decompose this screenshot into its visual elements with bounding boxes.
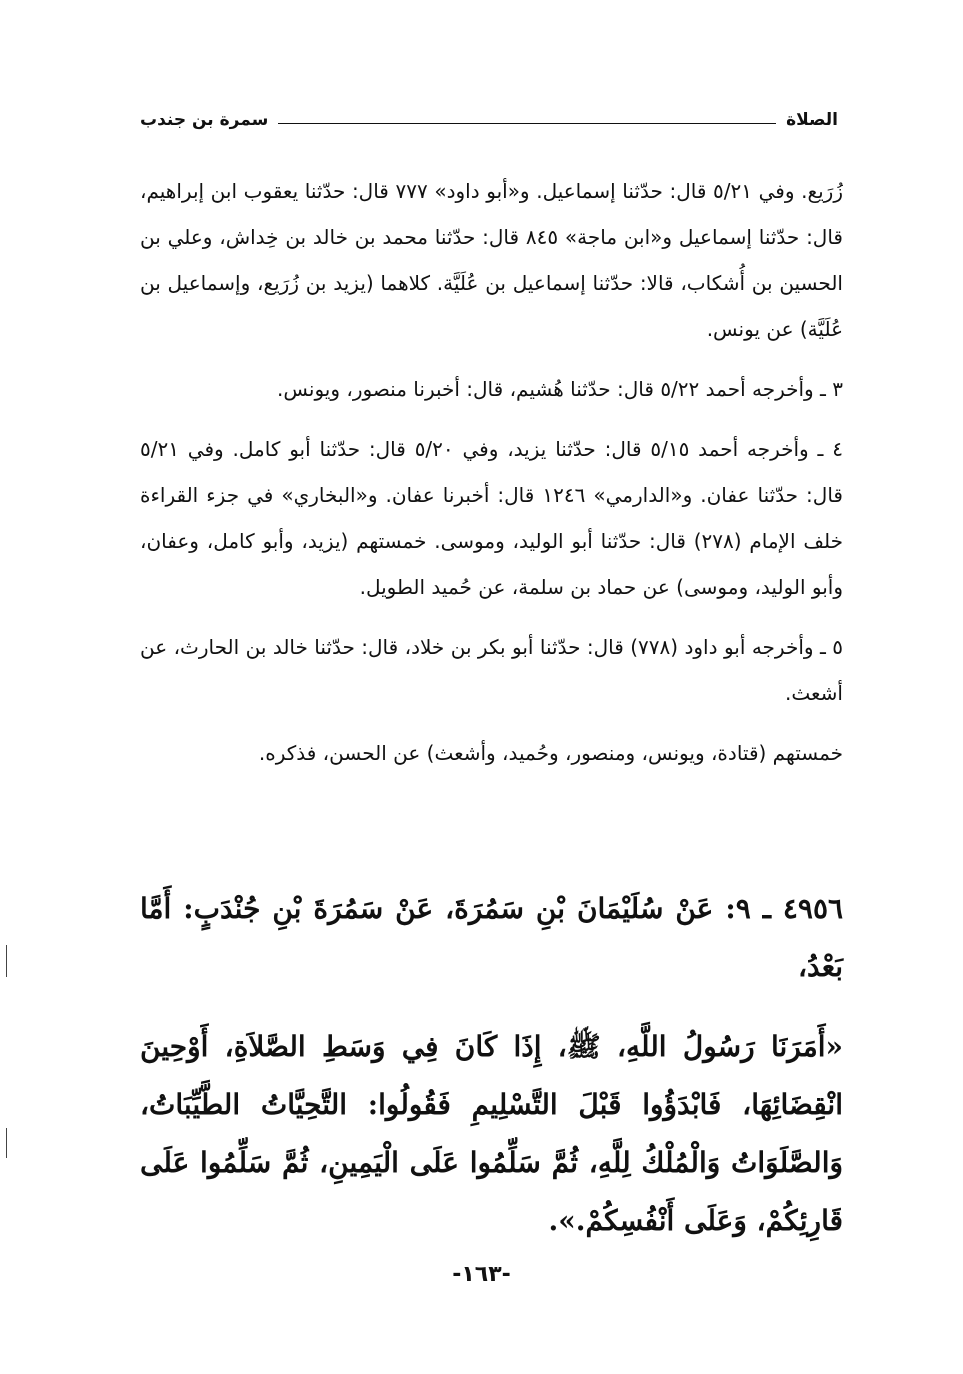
- note-paragraph: خمستهم (قتادة، ويونس، ومنصور، وحُميد، وأشعث) عن الحسن، فذكره.: [258, 741, 843, 765]
- note-paragraph: زُرَيع. وفي ٥/٢١ قال: حدّثنا إسماعيل. و«أبو داود» ٧٧٧ قال: حدّثنا يعقوب ابن إبراهيم، قال: حدّثنا إسماعيل و«ابن ماجة» ٨٤٥ قال: حدّثنا محمد بن خالد بن خِداش، وعلي بن الحسين بن أُشكاب، قالا: حدّثنا إسماعيل بن عُلَيَّة. كلاهما (يزيد بن زُرَيع، وإسماعيل بن عُلَيَّة) عن يونس.: [140, 179, 844, 341]
- scan-edge-mark: [6, 945, 7, 977]
- footnote-block: [140, 168, 843, 790]
- header-rule: [278, 123, 776, 124]
- hadith-block: [140, 880, 843, 1272]
- header-section-title: سمرة بن جندب: [140, 110, 269, 130]
- scan-edge-mark: [6, 1128, 7, 1158]
- running-header: [140, 100, 838, 130]
- header-chapter-title: الصلاة: [786, 110, 838, 130]
- page-number: -١٦٣-: [452, 1262, 511, 1287]
- hadith-matn: «أَمَرَنَا رَسُولُ اللَّهِ، ﷺ، إِذَا كَانَ فِي وَسَطِ الصَّلاَةِ، أَوْحِينَ انْقِضَائِهَا، فَابْدَؤُوا قَبْلَ التَّسْلِيمِ فَقُولُوا: التَّحِيَّاتُ الطَّيِّبَاتُ، وَالصَّلَوَاتُ وَالْمُلْكُ لِلَّهِ، ثُمَّ سَلِّمُوا عَلَى الْيَمِينِ، ثُمَّ سَلِّمُوا عَلَى قَارِئِكُمْ، وَعَلَى أَنْفُسِكُمْ.».: [140, 1030, 843, 1237]
- note-paragraph: ٣ ـ وأخرجه أحمد ٥/٢٢ قال: حدّثنا هُشيم، قال: أخبرنا منصور، ويونس.: [277, 377, 843, 401]
- note-paragraph: ٥ ـ وأخرجه أبو داود (٧٧٨) قال: حدّثنا أبو بكر بن خلاد، قال: حدّثنا خالد بن الحارث، عن أشعث.: [140, 635, 843, 705]
- hadith-isnad: ٤٩٥٦ ـ ٩: عَنْ سُلَيْمَانَ بْنِ سَمُرَةَ، عَنْ سَمُرَةَ بْنِ جُنْدَبٍ: أَمَّا بَعْدُ،: [140, 892, 844, 983]
- note-paragraph: ٤ ـ وأخرجه أحمد ٥/١٥ قال: حدّثنا يزيد، وفي ٥/٢٠ قال: حدّثنا أبو كامل. وفي ٥/٢١ قال: حدّثنا عفان. و«الدارمي» ١٢٤٦ قال: أخبرنا عفان. و«البخاري» في جزء القراءة خلف الإمام (٢٧٨) قال: حدّثنا أبو الوليد، وموسى. خمستهم (يزيد، وأبو كامل، وعفان، وأبو الوليد، وموسى) عن حماد بن سلمة، عن حُميد الطويل.: [140, 437, 844, 599]
